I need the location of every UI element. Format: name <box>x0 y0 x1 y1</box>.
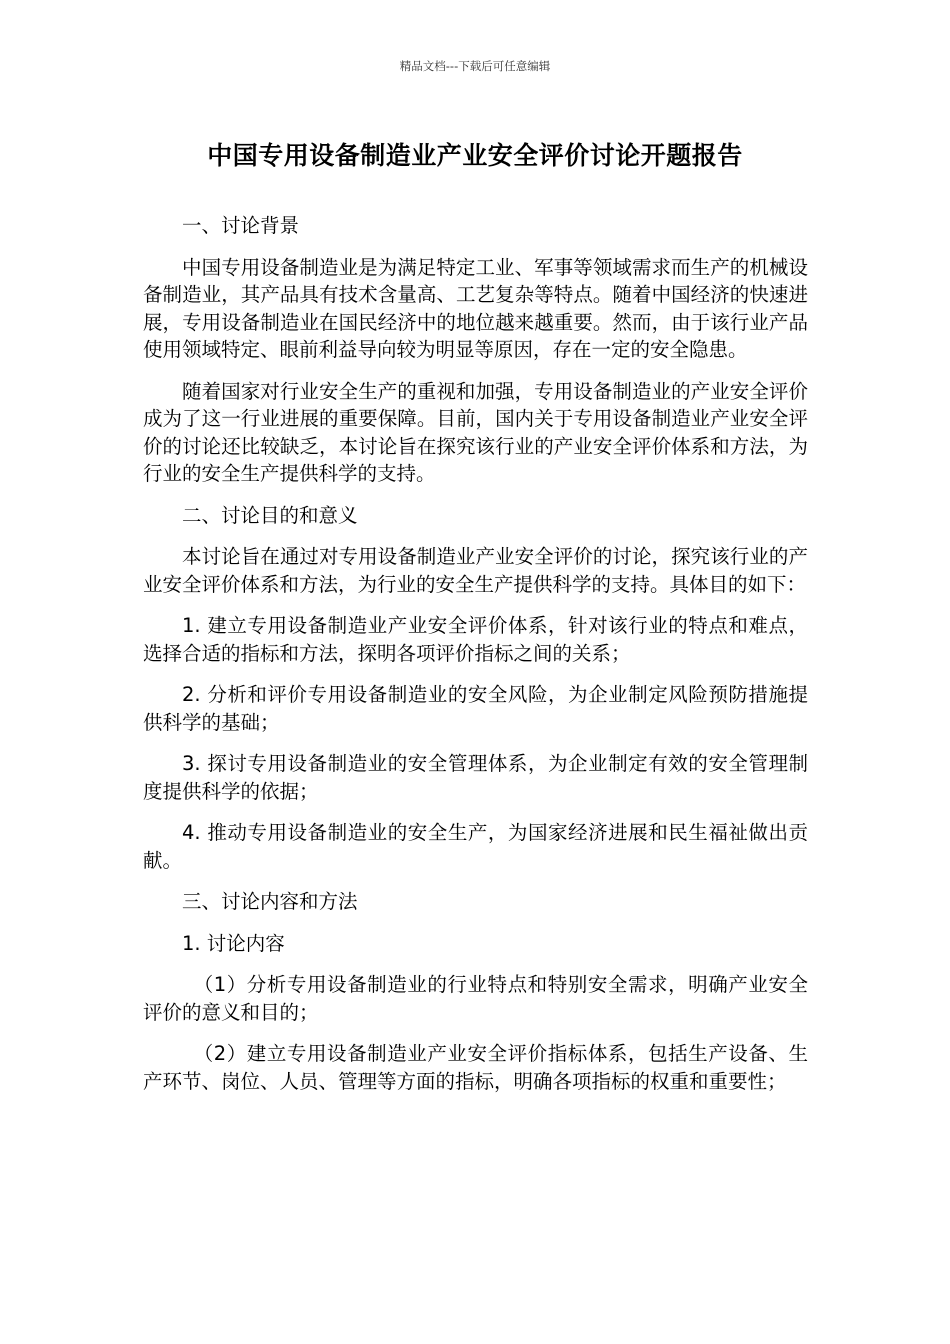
paragraph-purpose-intro: 本讨论旨在通过对专用设备制造业产业安全评价的讨论，探究该行业的产业安全评价体系和方法，为行业的安全生产提供科学的支持。具体目的如下： <box>143 545 808 596</box>
header-note: 精品文档---下载后可任意编辑 <box>399 59 551 73</box>
section-heading-content-method: 三、讨论内容和方法 <box>182 890 358 913</box>
document-title: 中国专用设备制造业产业安全评价讨论开题报告 <box>207 141 743 170</box>
content-item-1: （1）分析专用设备制造业的行业特点和特别安全需求，明确产业安全评价的意义和目的； <box>143 973 808 1024</box>
paragraph-background-2: 随着国家对行业安全生产的重视和加强，专用设备制造业的产业安全评价成为了这一行业进展的重要保障。目前，国内关于专用设备制造业产业安全评价的讨论还比较缺乏，本讨论旨在探究该行业的产业安全评价体系和方法，为行业的安全生产提供科学的支持。 <box>143 379 808 485</box>
document-body <box>143 212 808 1109</box>
purpose-item-4: 4. 推动专用设备制造业的安全生产，为国家经济进展和民生福祉做出贡献。 <box>143 821 808 872</box>
section-heading-background: 一、讨论背景 <box>182 214 300 237</box>
subheading-content: 1. 讨论内容 <box>182 931 285 955</box>
section-heading-purpose: 二、讨论目的和意义 <box>182 503 358 527</box>
purpose-item-3: 3. 探讨专用设备制造业的安全管理体系，为企业制定有效的安全管理制度提供科学的依据； <box>143 752 808 803</box>
purpose-item-1: 1. 建立专用设备制造业产业安全评价体系，针对该行业的特点和难点，选择合适的指标和方法，探明各项评价指标之间的关系； <box>143 614 808 665</box>
paragraph-background-1: 中国专用设备制造业是为满足特定工业、军事等领域需求而生产的机械设备制造业，其产品具有技术含量高、工艺复杂等特点。随着中国经济的快速进展，专用设备制造业在国民经济中的地位越来越重要。然而，由于该行业产品使用领域特定、眼前利益导向较为明显等原因，存在一定的安全隐患。 <box>143 255 808 361</box>
purpose-item-2: 2. 分析和评价专用设备制造业的安全风险，为企业制定风险预防措施提供科学的基础； <box>143 683 808 734</box>
content-item-2: （2）建立专用设备制造业产业安全评价指标体系，包括生产设备、生产环节、岗位、人员、管理等方面的指标，明确各项指标的权重和重要性； <box>143 1042 808 1093</box>
